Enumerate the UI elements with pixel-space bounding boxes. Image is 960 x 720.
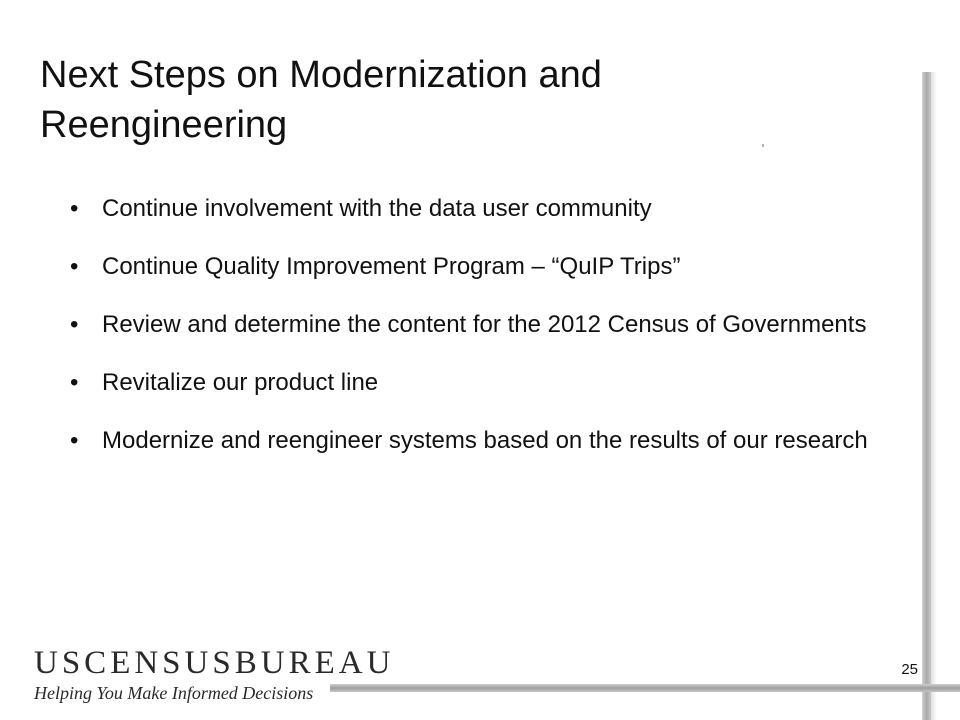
frame-vertical-shadow [931, 72, 937, 720]
bullet-dot-icon: • [70, 427, 79, 454]
bullet-item [70, 190, 870, 228]
bullet-text: Continue Quality Improvement Program – “QuIP Trips” [102, 253, 681, 280]
bullet-dot-icon: • [70, 369, 79, 396]
bullet-list [70, 190, 870, 480]
page-number: 25 [901, 661, 918, 678]
bullet-text: Continue involvement with the data user community [102, 195, 652, 222]
frame-horizontal-bar [330, 684, 960, 692]
bullet-item [70, 422, 870, 460]
bullet-dot-icon: • [70, 253, 79, 280]
bullet-item [70, 306, 870, 344]
bullet-item [70, 364, 870, 402]
frame-vertical-bar [922, 72, 931, 720]
census-bureau-logo [34, 646, 394, 704]
bullet-dot-icon: • [70, 311, 79, 338]
bullet-dot-icon: • [70, 195, 79, 222]
logo-wordmark: USCENSUSBUREAU [34, 645, 395, 681]
bullet-item [70, 248, 870, 286]
bullet-text: Modernize and reengineer systems based on the results of our research [102, 427, 868, 454]
slide-title [40, 50, 760, 150]
logo-tagline: Helping You Make Informed Decisions [34, 683, 314, 703]
bullet-text: Review and determine the content for the 2012 Census of Governments [102, 311, 867, 338]
speck-mark [762, 144, 764, 147]
bullet-text: Revitalize our product line [102, 369, 379, 396]
slide-title-line-1: Next Steps on Modernization and [40, 54, 602, 96]
slide-title-line-2: Reengineering [40, 104, 288, 146]
